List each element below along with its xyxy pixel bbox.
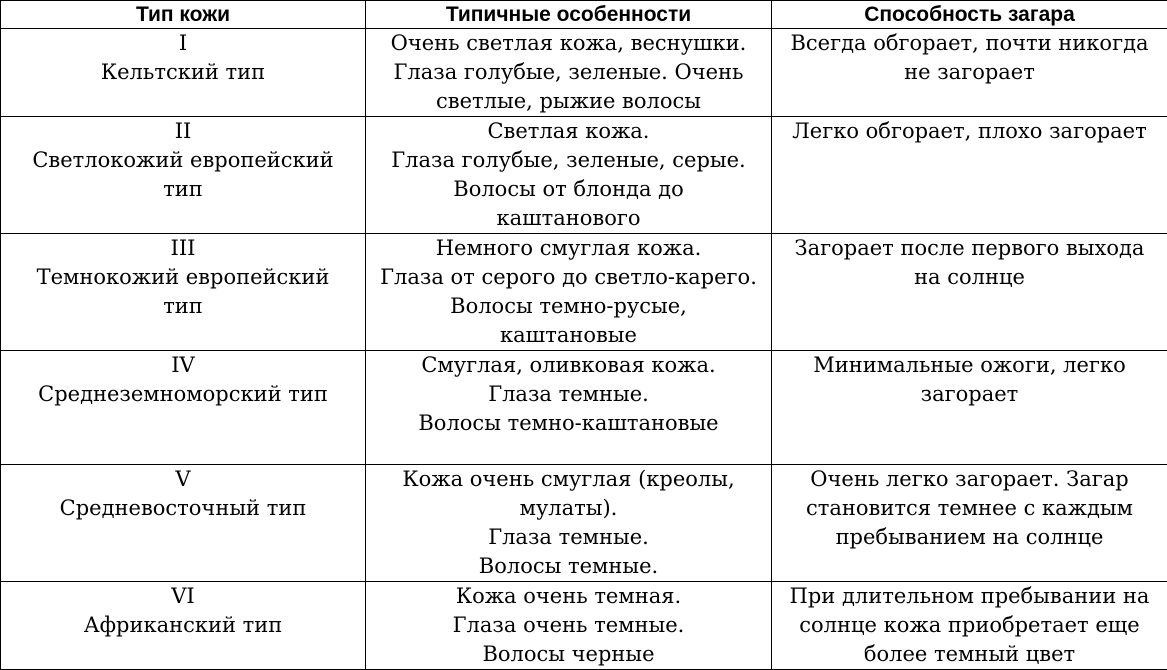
table-row bbox=[1, 351, 1167, 465]
tanning-line: Всегда обгорает, почти никогда bbox=[775, 29, 1164, 58]
tanning-cell bbox=[772, 234, 1167, 351]
skin-type-numeral: IV bbox=[4, 351, 362, 380]
features-line: Светлая кожа. bbox=[369, 117, 768, 146]
table-row bbox=[1, 117, 1167, 234]
skin-type-name: Средневосточный тип bbox=[4, 494, 362, 523]
features-cell bbox=[366, 465, 772, 582]
tanning-line: становится темнее с каждым bbox=[775, 494, 1164, 523]
skin-type-cell bbox=[1, 29, 366, 117]
skin-type-cell bbox=[1, 582, 366, 670]
table-row bbox=[1, 234, 1167, 351]
features-line: Глаза голубые, зеленые. Очень bbox=[369, 58, 768, 87]
features-cell bbox=[366, 117, 772, 234]
tanning-line: не загорает bbox=[775, 58, 1164, 87]
tanning-line: Минимальные ожоги, легко bbox=[775, 351, 1164, 380]
skin-type-numeral: II bbox=[4, 117, 362, 146]
skin-type-numeral: VI bbox=[4, 582, 362, 611]
features-line: Глаза от серого до светло-карего. bbox=[369, 263, 768, 292]
features-line: Волосы черные bbox=[369, 640, 768, 669]
skin-type-name: Среднеземноморский тип bbox=[4, 380, 362, 409]
header-tanning: Способность загара bbox=[772, 1, 1167, 29]
header-features: Типичные особенности bbox=[366, 1, 772, 29]
table-row bbox=[1, 29, 1167, 117]
skin-type-name: тип bbox=[4, 292, 362, 321]
features-line: Очень светлая кожа, веснушки. bbox=[369, 29, 768, 58]
features-cell bbox=[366, 29, 772, 117]
tanning-line: более темный цвет bbox=[775, 640, 1164, 669]
skin-type-cell bbox=[1, 234, 366, 351]
features-line: каштанового bbox=[369, 204, 768, 233]
tanning-line: Легко обгорает, плохо загорает bbox=[775, 117, 1164, 146]
skin-type-cell bbox=[1, 351, 366, 465]
features-line: Глаза голубые, зеленые, серые. bbox=[369, 146, 768, 175]
features-line: Кожа очень смуглая (креолы, bbox=[369, 465, 768, 494]
features-line: светлые, рыжие волосы bbox=[369, 87, 768, 116]
features-line: мулаты). bbox=[369, 494, 768, 523]
features-line: Глаза темные. bbox=[369, 380, 768, 409]
skin-type-name: тип bbox=[4, 175, 362, 204]
features-line: Глаза очень темные. bbox=[369, 611, 768, 640]
tanning-line: солнце кожа приобретает еще bbox=[775, 611, 1164, 640]
features-cell bbox=[366, 582, 772, 670]
features-line: Глаза темные. bbox=[369, 523, 768, 552]
tanning-cell bbox=[772, 29, 1167, 117]
features-line: каштановые bbox=[369, 321, 768, 350]
tanning-line: Очень легко загорает. Загар bbox=[775, 465, 1164, 494]
tanning-line: При длительном пребывании на bbox=[775, 582, 1164, 611]
skin-type-name: Светлокожий европейский bbox=[4, 146, 362, 175]
header-skin-type: Тип кожи bbox=[1, 1, 366, 29]
features-cell bbox=[366, 351, 772, 465]
tanning-cell bbox=[772, 117, 1167, 234]
skin-type-cell bbox=[1, 117, 366, 234]
features-line: Немного смуглая кожа. bbox=[369, 234, 768, 263]
table-row bbox=[1, 465, 1167, 582]
skin-type-name: Африканский тип bbox=[4, 611, 362, 640]
header-row bbox=[1, 1, 1167, 29]
skin-type-numeral: III bbox=[4, 234, 362, 263]
tanning-cell bbox=[772, 582, 1167, 670]
features-line: Волосы темно-каштановые bbox=[369, 409, 768, 438]
tanning-line: на солнце bbox=[775, 263, 1164, 292]
skin-type-cell bbox=[1, 465, 366, 582]
skin-type-name: Темнокожий европейский bbox=[4, 263, 362, 292]
features-line: Волосы темно-русые, bbox=[369, 292, 768, 321]
features-line: Волосы темные. bbox=[369, 552, 768, 581]
features-line: Волосы от блонда до bbox=[369, 175, 768, 204]
skin-type-name: Кельтский тип bbox=[4, 58, 362, 87]
tanning-line: пребыванием на солнце bbox=[775, 523, 1164, 552]
table-row bbox=[1, 582, 1167, 670]
features-cell bbox=[366, 234, 772, 351]
features-line: Кожа очень темная. bbox=[369, 582, 768, 611]
tanning-cell bbox=[772, 465, 1167, 582]
tanning-cell bbox=[772, 351, 1167, 465]
skin-type-numeral: I bbox=[4, 29, 362, 58]
skin-type-numeral: V bbox=[4, 465, 362, 494]
features-line: Смуглая, оливковая кожа. bbox=[369, 351, 768, 380]
tanning-line: загорает bbox=[775, 380, 1164, 409]
tanning-line: Загорает после первого выхода bbox=[775, 234, 1164, 263]
